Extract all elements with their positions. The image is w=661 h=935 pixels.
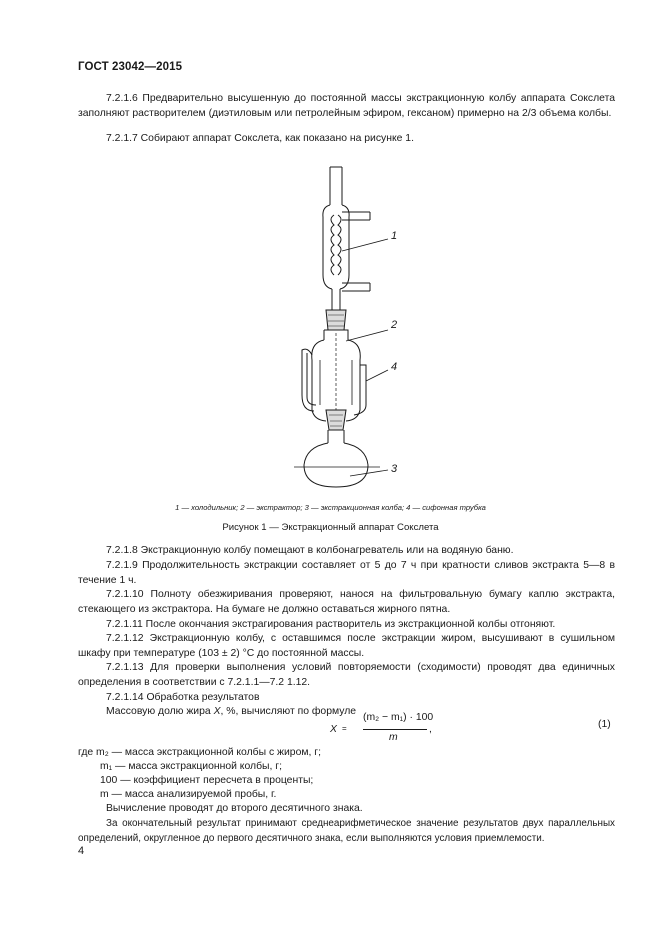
condenser-drawing — [323, 167, 370, 310]
figure-label-4: 4 — [391, 361, 398, 373]
paragraph-final-result: За окончательный результат принимают среднеарифметическое значение результатов двух параллельных определений, округленное до первого десятичного знака, если выполняются условия приемлемости. — [78, 818, 615, 844]
formula-equals: = — [342, 724, 347, 733]
paragraph-7-2-1-7: 7.2.1.7 Собирают аппарат Сокслета, как показано на рисунке 1. — [106, 133, 414, 144]
paragraph-7-2-1-6: 7.2.1.6 Предварительно высушенную до постоянной массы экстракционную колбу аппарата Сокслета заполняют растворителем (диэтиловым или петролейным эфиром, гексаном) примерно на 2/3 объема колбы. — [78, 93, 615, 119]
paragraph-7-2-1-8: 7.2.1.8 Экстракционную колбу помещают в колбонагреватель или на водяную баню. — [106, 545, 514, 556]
formula-number: (1) — [598, 719, 611, 730]
document-header: ГОСТ 23042—2015 — [78, 61, 183, 73]
formula-lhs: X — [330, 724, 337, 735]
formula-numerator: (m₂ − m₁) · 100 — [363, 712, 434, 723]
paragraph-7-2-1-14: 7.2.1.14 Обработка результатов — [106, 692, 260, 703]
formula-comma: , — [429, 724, 432, 735]
mass-fraction-symbol: X — [213, 706, 221, 717]
flask-drawing — [294, 410, 380, 487]
paragraph-rounding: Вычисление проводят до второго десятичного знака. — [106, 803, 363, 814]
paragraph-7-2-1-13: 7.2.1.13 Для проверки выполнения условий повторяемости (сходимости) проводят два единичных определения в соответствии с 7.2.1.1—7.2 1.12. — [78, 662, 615, 688]
paragraph-7-2-1-9: 7.2.1.9 Продолжительность экстракции составляет от 5 до 7 ч при кратности сливов экстракта 5—8 в течение 1 ч. — [78, 560, 615, 586]
soxhlet-apparatus-figure — [290, 165, 410, 490]
extractor-drawing — [312, 310, 361, 421]
definition-m1: m₁ — масса экстракционной колбы, г; — [100, 761, 282, 772]
figure-label-1: 1 — [391, 230, 398, 242]
formula-fraction-bar — [363, 729, 427, 730]
figure-legend: 1 — холодильник; 2 — экстрактор; 3 — экстракционная колба; 4 — сифонная трубка — [175, 503, 486, 512]
formula-1 — [330, 712, 434, 748]
mass-fraction-suffix: , %, вычисляют по формуле — [220, 706, 357, 717]
definition-m: m — масса анализируемой пробы, г. — [100, 789, 277, 800]
paragraph-7-2-1-11: 7.2.1.11 После окончания экстрагирования растворитель из экстракционной колбы отгоняют. — [106, 619, 556, 630]
paragraph-7-2-1-10: 7.2.1.10 Полноту обезжиривания проверяют, нанося на фильтровальную бумагу каплю экстракта, стекающего из экстрактора. На бумаге не должно оставаться жирного пятна. — [78, 589, 615, 615]
formula-denominator: m — [389, 732, 398, 743]
mass-fraction-prefix: Массовую долю жира — [106, 706, 214, 717]
paragraph-7-2-1-12: 7.2.1.12 Экстракционную колбу, с оставшимся после экстракции жиром, высушивают в сушильном шкафу при температуре (103 ± 2) °С до постоянной массы. — [78, 633, 615, 659]
figure-label-2: 2 — [391, 319, 398, 331]
page-number: 4 — [78, 845, 85, 857]
definition-100: 100 — коэффициент пересчета в проценты; — [100, 775, 314, 786]
figure-label-3: 3 — [391, 463, 398, 475]
figure-caption: Рисунок 1 — Экстракционный аппарат Сокслета — [222, 522, 439, 533]
definition-m2: где m₂ — масса экстракционной колбы с жиром, г; — [78, 747, 321, 758]
